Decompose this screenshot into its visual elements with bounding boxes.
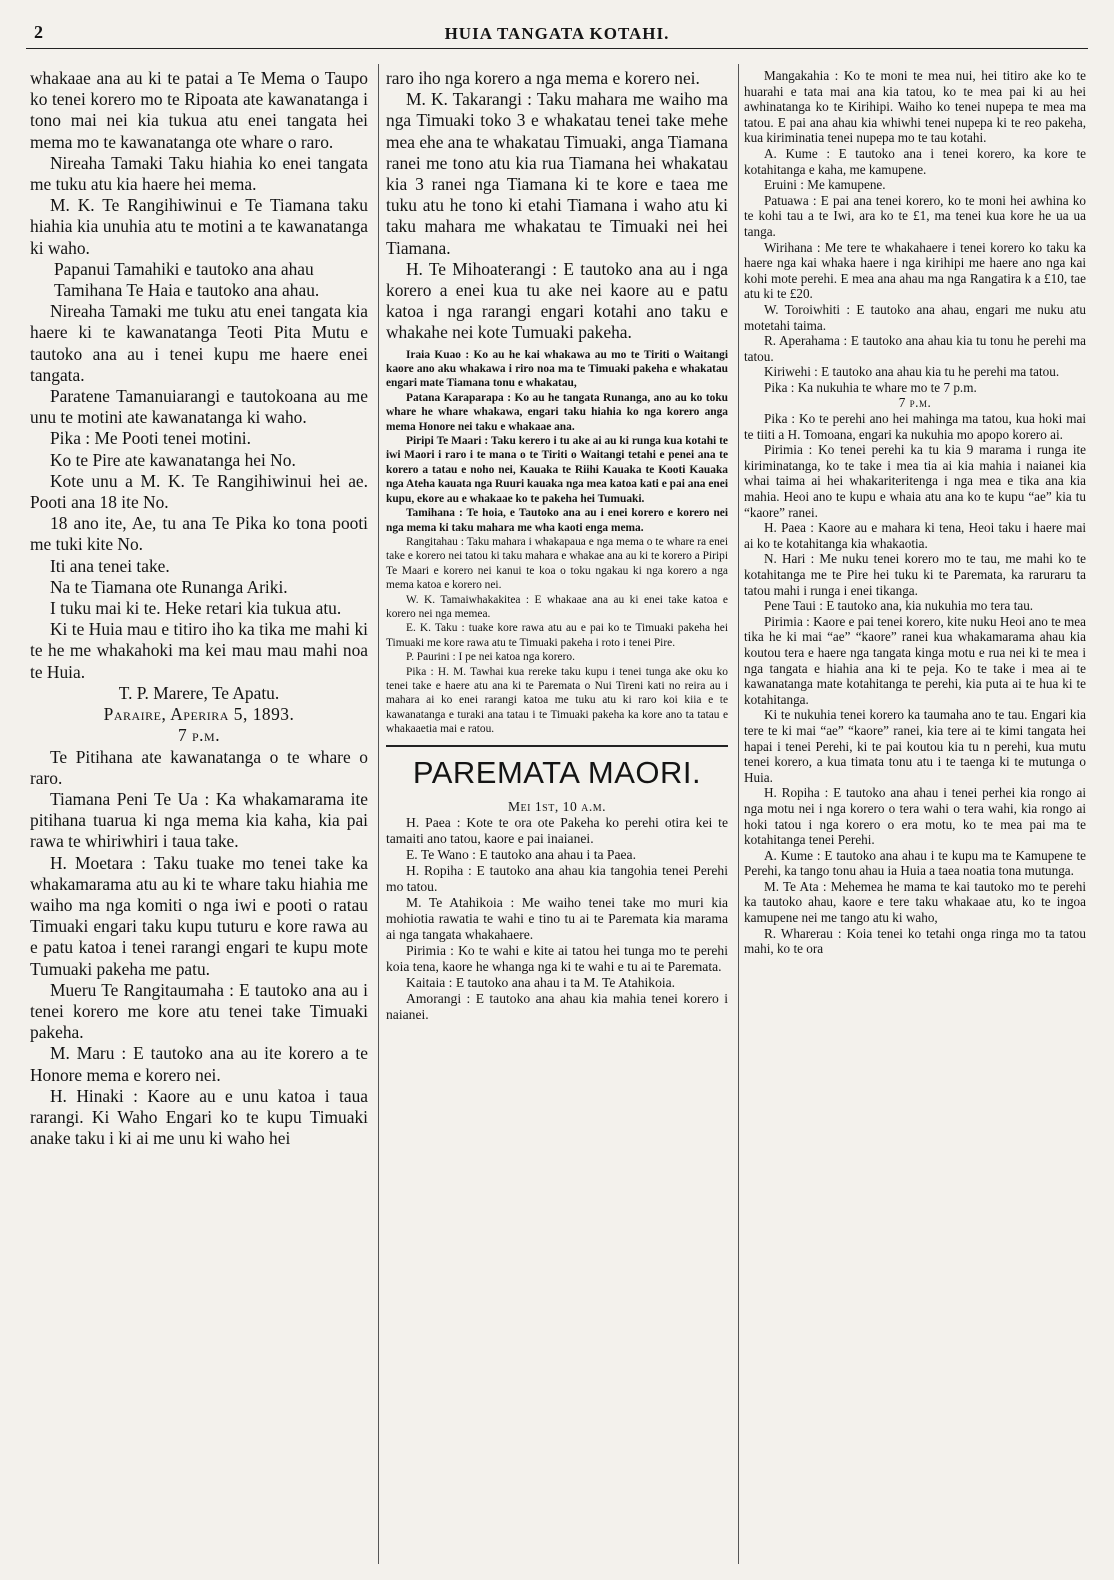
paragraph: Pirimia : Ko tenei perehi ka tu kia 9 marama i runga ite kiriminatanga, ko te take i mea tia ai kia mahia i naianei kia whai taima ai hei whakariteritenga i nga mea e tika ana kia mahia. Heoi ano te kupu e whaia atu ana ko te kupu “ae” kia tu “kaore” ranei. <box>744 442 1086 520</box>
paragraph: H. Hinaki : Kaore au e unu katoa i taua rarangi. Ki Waho Engari ko te kupu Timuaki anake taku i ki ai me unu ki waho hei <box>30 1085 368 1149</box>
paragraph: R. Wharerau : Koia tenei ko tetahi onga ringa mo ta tatou mahi, ko te ora <box>744 925 1086 957</box>
time-heading: 7 p.m. <box>898 395 932 411</box>
paragraph: Pirimia : Kaore e pai tenei korero, kite nuku Heoi ano te mea tika he ki mai “ae” “kaore” ranei kua whakamarama ahau kia koutou tera e haere nga tangata kinga motu e rua nei ki te mea i nga tangata e hiahia ana ki te peja. Ko te take i mea ai te kawanatanga mate kotahitanga te perehi, kia puta ai te hua ki te kotahitanga. <box>744 613 1086 707</box>
paragraph: I tuku mai ki te. Heke retari kia tukua atu. <box>50 598 342 619</box>
paragraph: Nireaha Tamaki Taku hiahia ko enei tangata me tuku atu kia haere hei mema. <box>30 152 368 195</box>
paragraph: Mangakahia : Ko te moni te mea nui, hei titiro ake ko te huarahi e tata mai ana kia tatou, ko te mea pai ki au hei awhinatanga ko te Kirihipi. Waiho ko tenei nupepa te mea ma tatou. E pai ana ahau kia whiwhi tenei nupepa ki te reo pakeha, kua kiriminatia tenei nupepa mo te tau kotahi. <box>744 68 1086 146</box>
signature: T. P. Marere, Te Apatu. <box>118 682 280 703</box>
paragraph: Iraia Kuao : Ko au he kai whakawa au mo te Tiriti o Waitangi kaore ano aku whakawa i riro noa ma te Timuaki pakeha e whakatau engari mate Tiamana tonu e whakatau, <box>386 348 728 390</box>
paragraph: Pika : Ka nukuhia te whare mo te 7 p.m. <box>764 379 977 395</box>
paragraph: Ki te Huia mau e titiro iho ka tika me mahi ki te he me whakahoki ma kei mau mau mahi noa te Huia. <box>30 619 368 682</box>
paragraph: Pirimia : Ko te wahi e kite ai tatou hei tunga mo te perehi koia tena, kaore he whanga nga ki te wahi e tu ai te Paremata. <box>386 942 728 974</box>
paragraph: Pene Taui : E tautoko ana, kia nukuhia mo tera tau. <box>764 598 1034 614</box>
paragraph: Te Pitihana ate kawanatanga o te whare o raro. <box>30 746 368 788</box>
paragraph: Na te Tiamana ote Runanga Ariki. <box>50 576 288 597</box>
paragraph: Tamihana : Te hoia, e Tautoko ana au i enei korero e korero nei nga mema ki taku mahara me wha kaoti enga mema. <box>386 507 728 534</box>
paragraph: N. Hari : Me nuku tenei korero mo te tau, me mahi ko te kotahitanga me te Pire hei tuku ki te Paremata, ka raruraru ta tatou mahi i runga i enei tikanga. <box>744 551 1086 598</box>
paragraph: R. Aperahama : E tautoko ana ahau kia tu tonu he perehi ma tatou. <box>744 333 1086 364</box>
paragraph: whakaae ana au ki te patai a Te Mema o Taupo ko tenei korero mo te Ripoata ate kawanatanga i tono mai nei kia tukua atu enei tangata hei mema mo te kawanatanga ote whare o raro. <box>30 68 368 152</box>
paragraph: M. Maru : E tautoko ana au ite korero a te Honore mema e korero nei. <box>30 1043 368 1085</box>
columns <box>30 68 1084 1568</box>
paragraph: E. Te Wano : E tautoko ana ahau i ta Paea. <box>406 846 636 862</box>
paragraph: raro iho nga korero a nga mema e korero nei. <box>386 68 700 88</box>
paragraph: P. Paurini : I pe nei katoa nga korero. <box>406 651 575 664</box>
paragraph: Piripi Te Maari : Taku kerero i tu ake ai au ki runga kua kotahi te iwi Maori i raro i te mana o te Tiriti o Waitangi tetahi e penei ana te korero a tatau e noho nei, Kauaka te Riihi Kauaka te Kooti Kauaka nga Ateha kauata nga Ruuri kauaka nga mea katoa kati e pai ana enei kupu, ekore au e whakaae ko te pakeha hei Tumuaki. <box>386 435 728 505</box>
paragraph: H. Moetara : Taku tuake mo tenei take ka whakamarama atu au ki te whare taku hiahia me waiho ma nga komiti o nga iwi e pooti o ratau Timuaki engari taku kupu tuturu e kore rawa au e patu katoa i tenei rarangi engari te kupu mote Tumuaki pakeha me patu. <box>30 852 368 979</box>
paragraph: Kiriwehi : E tautoko ana ahau kia tu he perehi ma tatou. <box>764 364 1060 380</box>
paragraph: M. Te Atahikoia : Me waiho tenei take mo muri kia mohiotia rawatia te wahi e tino tu ai te Paremata kia marama ai nga tangata whakahaere. <box>386 894 728 942</box>
paragraph: H. Ropiha : E tautoko ana ahau i tenei perhei kia rongo ai nga motu nei i nga korero o tera wahi o tera wahi, kia rongo ai hoki tatou i nga korero o era motu, ko te mea pai ma te kotahitanga tenei Perehi. <box>744 785 1086 848</box>
paragraph: 18 ano ite, Ae, tu ana Te Pika ko tona pooti me tuki kite No. <box>30 513 368 555</box>
paragraph: Patana Karaparapa : Ko au he tangata Runanga, ano au ko toku whare he whare whakawa, engari taku hiahia ko nga korero anga mema Honore nei taku e whakaae ana. <box>386 391 728 433</box>
paragraph: Pika : Ko te perehi ano hei mahinga ma tatou, kua hoki mai te tiiti a H. Tomoana, engari ka nukuhia mo apopo korero ai. <box>744 411 1086 442</box>
paragraph: Iti ana tenei take. <box>50 555 170 576</box>
paragraph: H. Paea : Kaore au e mahara ki tena, Heoi taku i haere mai ai ko te kotahitanga kia whakaotia. <box>744 520 1086 551</box>
paragraph: Mueru Te Rangitaumaha : E tautoko ana au i tenei korero me kore atu tenei take Timuaki pakeha. <box>30 979 368 1043</box>
section-title: PAREMATA MAORI. <box>386 745 728 793</box>
paragraph: M. K. Te Rangihiwinui e Te Tiamana taku hiahia kia unuhia atu te motini a te kawanatanga ki waho. <box>30 195 368 258</box>
paragraph: A. Kume : E tautoko ana ahau i te kupu ma te Kamupene te Perehi, ka tango tonu ahau ia Huia a taea noatia tona mutunga. <box>744 847 1086 879</box>
paragraph: Pika : Me Pooti tenei motini. <box>50 428 251 449</box>
paragraph: Ko te Pire ate kawanatanga hei No. <box>50 449 296 470</box>
paragraph: Kote unu a M. K. Te Rangihiwinui hei ae. Pooti ana 18 ite No. <box>30 470 368 513</box>
paragraph: A. Kume : E tautoko ana i tenei korero, ka kore te kotahitanga e kaha, me kamupene. <box>744 145 1086 177</box>
paragraph: M. Te Ata : Mehemea he mama te kai tautoko mo te perehi ka tautoko ahau, kaore e tere taku whakaae atu, ko te ingoa kamupene nei me tango atu ki waho, <box>744 878 1086 926</box>
paragraph: Pika : H. M. Tawhai kua rereke taku kupu i tenei tunga ake oku ko tenei take e haere atu ana ki te Paremata o Nui Tireni kati no reira au i mahara ai ko enei rarangi katoa me tuku atu ki raro koi kiia e te kawanatanga e turaki ana tatau i te Timuaki pakeha ka kore ano ta tatau e whakaaetia mai e ratou. <box>386 665 728 736</box>
column-2 <box>386 68 728 1568</box>
paragraph: Tiamana Peni Te Ua : Ka whakamarama ite pitihana tuarua ki nga mema kia kaha, kia pai rawa te whiriwhiri i taua take. <box>30 788 368 852</box>
paragraph: Ki te nukuhia tenei korero ka taumaha ano te tau. Engari kia tere te ki mai “ae” “kaore” ranei, kia tere ai te kimi tangata hei hapai i tenei Perehi, ki te pai koutou kia tu n perehi, kua mutu tenei korero, a kua timata tonu atu i te taenga ki te mutunga o Huia. <box>744 707 1086 785</box>
paragraph: H. Te Mihoaterangi : E tautoko ana au i nga korero a enei kua tu ake nei kaore au e patu katoa i nga rarangi engari kotahi ano taku e whakahe nei kote Tumuaki pakeha. <box>386 258 728 343</box>
paragraph: H. Paea : Kote te ora ote Pakeha ko perehi otira kei te tamaiti ano tatou, kaore e pai inaianei. <box>386 814 728 846</box>
paragraph: E. K. Taku : tuake kore rawa atu au e pai ko te Timuaki pakeha hei Timuaki me kore rawa atu te Timuaki pakeha i roto i tenei Pire. <box>386 622 728 649</box>
paragraph: W. Toroiwhiti : E tautoko ana ahau, engari me nuku atu motetahi taima. <box>744 301 1086 333</box>
paragraph: Amorangi : E tautoko ana ahau kia mahia tenei korero i naianei. <box>386 990 728 1022</box>
paragraph: M. K. Takarangi : Taku mahara me waiho ma nga Timuaki toko 3 e whakatau tenei take mehe mea ehe ana te whakatau Timuaki, anga Tiamana ranei me tono atu kia rua Tiamana hei whakatau kia 3 ranei nga Tiamana ki te kore e taea me tuku atu he tono ki etahi Tiamana i waho atu ki taku mahara me whakatau te Timuaki nei hei Tiamana. <box>386 89 728 258</box>
paragraph: Nireaha Tamaki me tuku atu enei tangata kia haere ki te kawanatanga Teoti Pita Mutu e tautoko ana au i tenei kupu me haere enei tangata. <box>30 301 368 385</box>
paragraph: W. K. Tamaiwhakakitea : E whakaae ana au ki enei take katoa e korero nei nga memea. <box>386 593 728 620</box>
paragraph: Papanui Tamahiki e tautoko ana ahau <box>54 258 314 279</box>
paragraph: Eruini : Me kamupene. <box>764 177 886 193</box>
page-number: 2 <box>34 22 43 42</box>
column-3 <box>744 68 1086 1568</box>
paragraph: Rangitahau : Taku mahara i whakapaua e nga mema o te whare ra enei take e korero nei tatou ki taku mahara e whakae ana au ki te korero a Piripi Te Maari e korero nei kanui te koa o toku ngakau ki nga korero a nga mema katoa e korero nei. <box>386 535 728 592</box>
dateline: Mei 1st, 10 a.m. <box>507 798 607 814</box>
paragraph: Kaitaia : E tautoko ana ahau i ta M. Te Atahikoia. <box>406 974 676 990</box>
paragraph: Tamihana Te Haia e tautoko ana ahau. <box>54 280 320 301</box>
paragraph: H. Ropiha : E tautoko ana ahau kia tangohia tenei Perehi mo tatou. <box>386 862 728 894</box>
dateline: Paraire, Aperira 5, 1893. <box>103 704 295 725</box>
paragraph: Patuawa : E pai ana tenei korero, ko te moni hei awhina ko te kohi tau a te Iwi, ara ko te £1, ma tenei kua kore he ua ua tanga. <box>744 192 1086 239</box>
paragraph: Paratene Tamanuiarangi e tautokoana au me unu te motini ate kawanatanga ki waho. <box>30 386 368 428</box>
paragraph: Wirihana : Me tere te whakahaere i tenei korero ko taku ka haere nga kai whaka haere i nga kirihipi me haere ano nga kai kohi mote perehi. E mea ana ahau ma nga Rangatira k a £10, tae atu ki te £20. <box>744 239 1086 302</box>
time-heading: 7 p.m. <box>177 725 221 746</box>
page-header <box>26 18 1088 49</box>
column-1 <box>30 68 368 1568</box>
masthead-title: HUIA TANGATA KOTAHI. <box>444 24 670 43</box>
